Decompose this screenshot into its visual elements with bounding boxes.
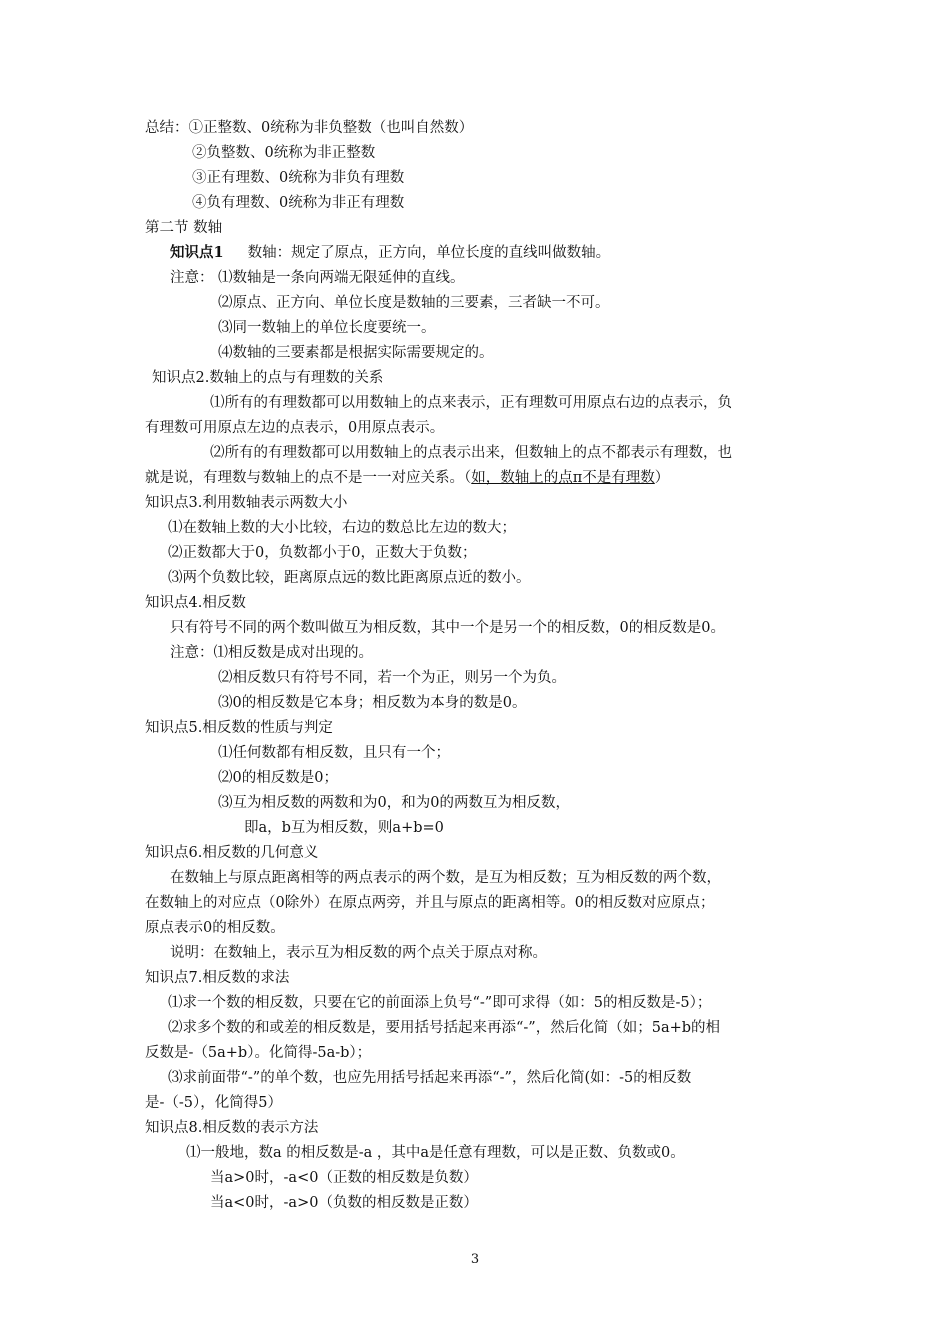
text-line: ⑶求前面带“-”的单个数，也应先用括号括起来再添“-”，然后化简(如：-5的相反数 xyxy=(168,1070,692,1086)
text-line: 说明：在数轴上，表示互为相反数的两个点关于原点对称。 xyxy=(170,945,547,961)
text-line: 知识点4.相反数 xyxy=(145,595,246,611)
text-line: ⑴求一个数的相反数，只要在它的前面添上负号“-”即可求得（如：5的相反数是-5）； xyxy=(168,995,712,1011)
text-line: ⑴所有的有理数都可以用数轴上的点来表示，正有理数可用原点右边的点表示，负 xyxy=(210,395,732,411)
text-line: ⑶互为相反数的两数和为0，和为0的两数互为相反数， xyxy=(218,795,570,811)
text-line: 反数是-（5a+b）。化简得-5a-b）； xyxy=(145,1045,372,1061)
text-line: 知识点3.利用数轴表示两数大小 xyxy=(145,495,348,511)
text-line: 在数轴上的对应点（0除外）在原点两旁，并且与原点的距离相等。0的相反数对应原点； xyxy=(145,895,715,911)
text-line: ⑶同一数轴上的单位长度要统一。 xyxy=(218,320,436,336)
text-line-correspondence-main: 就是说，有理数与数轴上的点不是一一对应关系。（ xyxy=(145,470,472,486)
text-line: 总结：①正整数、0统称为非负整数（也叫自然数） xyxy=(145,120,474,136)
text-line: 当a<0时，-a>0（负数的相反数是正数） xyxy=(210,1195,478,1211)
text-line: ⑴一般地，数a 的相反数是-a ，其中a是任意有理数，可以是正数、负数或0。 xyxy=(186,1145,685,1161)
text-line: 有理数可用原点左边的点表示，0用原点表示。 xyxy=(145,420,445,436)
text-line: ⑴数轴是一条向两端无限延伸的直线。 xyxy=(218,270,465,286)
text-line: ⑵相反数只有符号不同，若一个为正，则另一个为负。 xyxy=(218,670,566,686)
text-line: 注意：⑴相反数是成对出现的。 xyxy=(170,645,373,661)
text-line-correspondence xyxy=(145,468,669,488)
text-line: 当a>0时，-a<0（正数的相反数是负数） xyxy=(210,1170,478,1186)
text-line: 知识点8.相反数的表示方法 xyxy=(145,1120,319,1136)
underlined-example: 如，数轴上的点π不是有理数 xyxy=(471,470,655,486)
text-line: ⑵0的相反数是0； xyxy=(218,770,338,786)
text-line: 即a，b互为相反数，则a+b=0 xyxy=(244,820,444,836)
text-line: 在数轴上与原点距离相等的两点表示的两个数，是互为相反数；互为相反数的两个数， xyxy=(170,870,721,886)
text-line: ⑶两个负数比较，距离原点远的数比距离原点近的数小。 xyxy=(168,570,531,586)
text-line: ⑶0的相反数是它本身；相反数为本身的数是0。 xyxy=(218,695,527,711)
text-line: ⑵求多个数的和或差的相反数是，要用括号括起来再添“-”，然后化简（如；5a+b的相 xyxy=(168,1020,721,1036)
text-line: ⑵原点、正方向、单位长度是数轴的三要素，三者缺一不可。 xyxy=(218,295,610,311)
text-line: ⑷数轴的三要素都是根据实际需要规定的。 xyxy=(218,345,494,361)
knowledge-point-1 xyxy=(170,243,610,263)
text-line: ②负整数、0统称为非正整数 xyxy=(192,145,376,161)
text-line: ⑴在数轴上数的大小比较，右边的数总比左边的数大； xyxy=(168,520,516,536)
text-line: ④负有理数、0统称为非正有理数 xyxy=(192,195,405,211)
text-line: 知识点7.相反数的求法 xyxy=(145,970,290,986)
note-label-text: 注意： xyxy=(170,270,214,286)
page-number: 3 xyxy=(470,1252,480,1267)
text-line: 是-（-5），化简得5） xyxy=(145,1095,282,1111)
text-line: 第二节 数轴 xyxy=(145,220,223,236)
note-label xyxy=(170,268,214,288)
text-line: ⑵所有的有理数都可以用数轴上的点表示出来，但数轴上的点不都表示有理数，也 xyxy=(210,445,732,461)
text-line: ⑴任何数都有相反数，且只有一个； xyxy=(218,745,450,761)
knowledge-point-1-label: 知识点1 xyxy=(170,244,224,261)
text-line: 只有符号不同的两个数叫做互为相反数，其中一个是另一个的相反数，0的相反数是0。 xyxy=(170,620,725,636)
text-line: ⑵正数都大于0，负数都小于0，正数大于负数； xyxy=(168,545,477,561)
text-line: 知识点2.数轴上的点与有理数的关系 xyxy=(152,370,384,386)
text-line: 知识点6.相反数的几何意义 xyxy=(145,845,319,861)
text-line: 知识点5.相反数的性质与判定 xyxy=(145,720,333,736)
close-paren: ） xyxy=(654,470,670,486)
text-line: 原点表示0的相反数。 xyxy=(145,920,285,936)
text-line: ③正有理数、0统称为非负有理数 xyxy=(192,170,405,186)
knowledge-point-1-text: 数轴：规定了原点，正方向，单位长度的直线叫做数轴。 xyxy=(247,245,611,261)
